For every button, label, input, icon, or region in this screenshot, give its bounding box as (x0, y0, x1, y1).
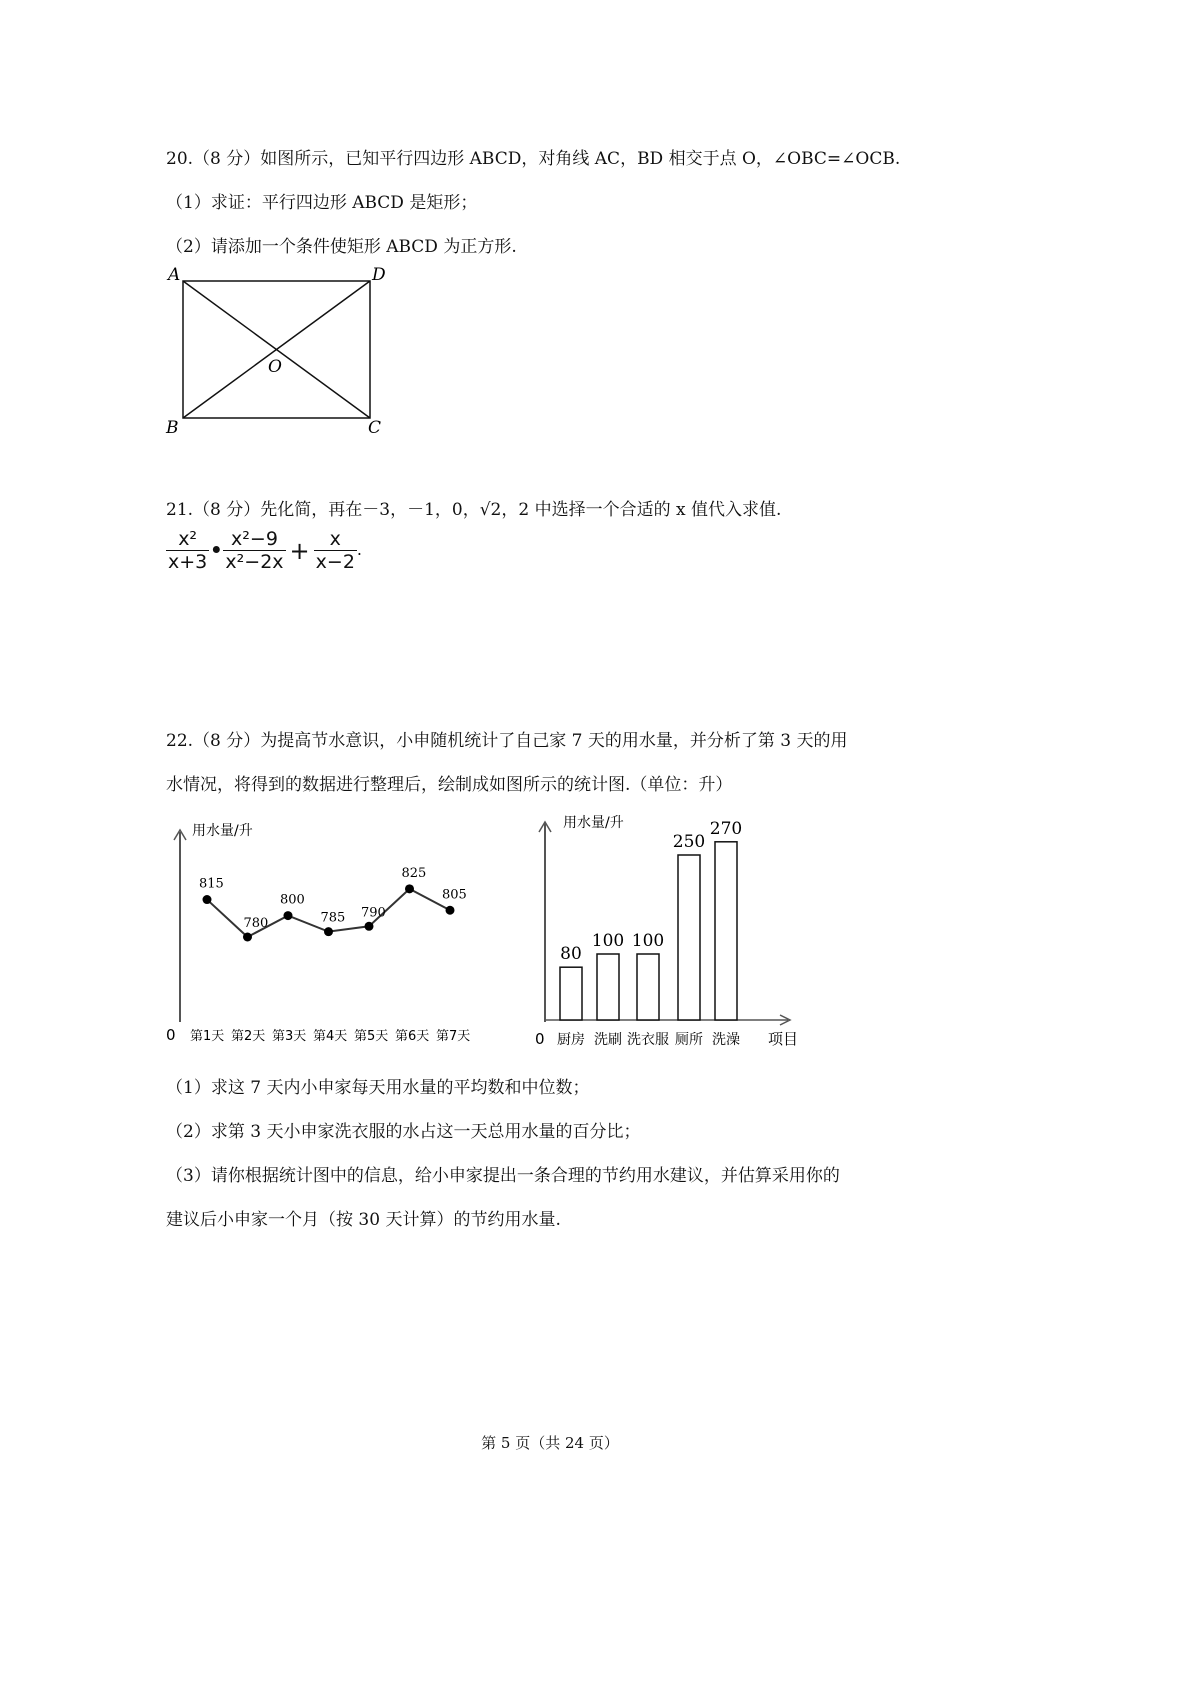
y-axis-label: 用水量/升 (192, 823, 253, 839)
x-tick-label: 第2天 (231, 1029, 266, 1044)
bar-value-label: 270 (709, 818, 743, 839)
q22-part2: （2）求第 3 天小申家洗衣服的水占这一天总用水量的百分比； (166, 1122, 641, 1142)
data-label: 805 (442, 887, 467, 903)
label-b: B (166, 418, 179, 438)
q22-part3a: （3）请你根据统计图中的信息，给小申家提出一条合理的节约用水建议，并估算采用你的 (166, 1166, 840, 1186)
x-axis-label: 项目 (768, 1030, 799, 1048)
x-tick-label: 洗澡 (712, 1032, 740, 1048)
x-tick-label: 第3天 (272, 1029, 307, 1044)
bar (560, 967, 582, 1020)
fraction-3: $\frac{x}{x-2}$ (315, 528, 355, 573)
data-label: 825 (401, 865, 427, 881)
bar-value-label: 80 (560, 944, 582, 965)
q21-formula: $\frac{\text{x²}}{x+3}$ • $\frac{\text{x²−9}}{\text{x²−2x}}$ + $\frac{x}{x-2}$ . (168, 528, 363, 573)
q22-line2: 水情况，将得到的数据进行整理后，绘制成如图所示的统计图.（单位：升） (166, 775, 733, 795)
x-tick-label: 第5天 (354, 1029, 389, 1044)
bar-value-label: 100 (631, 931, 665, 951)
bar-value-label: 100 (591, 931, 625, 951)
origin-label: 0 (535, 1030, 545, 1048)
data-label: 780 (243, 916, 269, 931)
x-tick-label: 第4天 (313, 1029, 348, 1044)
label-d: D (372, 265, 386, 285)
bar (678, 855, 700, 1020)
data-label: 800 (280, 892, 305, 908)
bar (597, 954, 619, 1020)
x-tick-label: 洗衣服 (627, 1032, 669, 1048)
data-point (365, 922, 374, 931)
data-point (243, 933, 252, 942)
x-tick-label: 第1天 (190, 1029, 225, 1044)
origin-label: 0 (166, 1026, 176, 1044)
bar-value-label: 250 (672, 832, 706, 852)
data-label: 785 (320, 910, 346, 926)
label-a: A (168, 265, 181, 285)
q22-part3b: 建议后小申家一个月（按 30 天计算）的节约用水量. (166, 1210, 561, 1230)
data-point (324, 927, 333, 936)
bar-chart (535, 814, 798, 1048)
sqrt-2: √2 (479, 500, 502, 520)
data-point (405, 884, 414, 893)
q20-part1: （1）求证：平行四边形 ABCD 是矩形； (166, 193, 478, 213)
q20-part2: （2）请添加一个条件使矩形 ABCD 为正方形. (166, 237, 517, 257)
q22-line1: 22.（8 分）为提高节水意识，小申随机统计了自己家 7 天的用水量，并分析了第 3 天的用 (166, 731, 848, 751)
label-o: O (268, 357, 282, 377)
q21-title (166, 495, 781, 520)
data-label: 790 (361, 905, 386, 921)
data-label: 815 (199, 876, 224, 892)
x-tick-label: 厨房 (557, 1032, 585, 1048)
q22-part1: （1）求这 7 天内小申家每天用水量的平均数和中位数； (166, 1078, 590, 1098)
plus-operator: + (289, 536, 310, 565)
q20-title: 20.（8 分）如图所示，已知平行四边形 ABCD，对角线 AC，BD 相交于点 O，∠OBC=∠OCB. (166, 149, 901, 169)
q21-title-b: ，2 中选择一个合适的 x 值代入求值. (501, 500, 782, 520)
fraction-2: $\frac{\text{x²−9}}{\text{x²−2x}}$ (225, 528, 284, 573)
x-tick-label: 洗刷 (594, 1032, 622, 1048)
data-point (446, 906, 455, 915)
data-point (284, 911, 293, 920)
x-tick-label: 第6天 (395, 1029, 430, 1044)
data-point (203, 895, 212, 904)
bar (637, 954, 659, 1020)
y-axis-label: 用水量/升 (563, 815, 624, 831)
rectangle-figure (183, 281, 370, 418)
bar (715, 842, 737, 1020)
x-tick-label: 第7天 (436, 1029, 471, 1044)
fraction-1: $\frac{\text{x²}}{x+3}$ (168, 528, 208, 573)
x-tick-label: 厕所 (675, 1032, 703, 1048)
page-footer: 第 5 页（共 24 页） (481, 1434, 619, 1452)
label-c: C (368, 418, 382, 438)
dot-operator: • (209, 536, 224, 565)
q21-title-a: 21.（8 分）先化简，再在－3，－1，0， (166, 500, 480, 520)
line-chart (166, 822, 470, 1044)
